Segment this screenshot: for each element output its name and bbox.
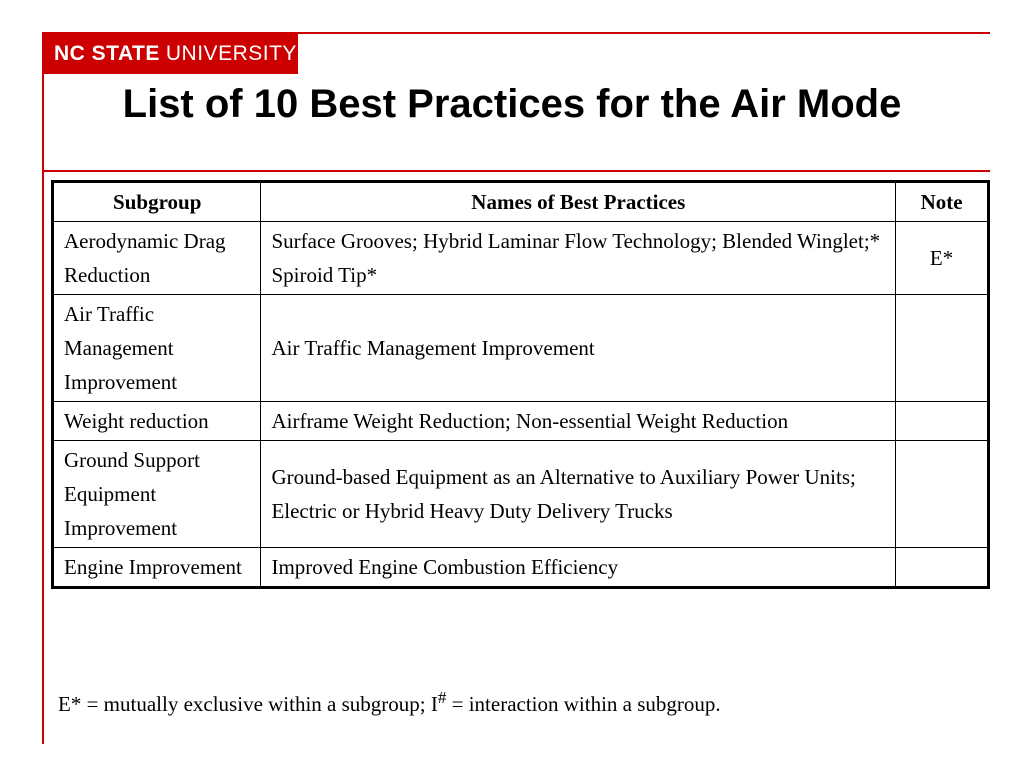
practices-cell: Improved Engine Combustion Efficiency (261, 548, 896, 588)
footnote-part2: = interaction within a subgroup. (446, 692, 721, 716)
subgroup-cell: Engine Improvement (53, 548, 261, 588)
note-cell (896, 441, 989, 548)
table-row (53, 222, 989, 295)
footnote (58, 688, 721, 717)
subgroup-cell: Air Traffic Management Improvement (53, 295, 261, 402)
note-cell (896, 295, 989, 402)
header-practices: Names of Best Practices (261, 182, 896, 222)
practices-cell: Air Traffic Management Improvement (261, 295, 896, 402)
practices-cell: Ground-based Equipment as an Alternative to Auxiliary Power Units; Electric or Hybrid Heavy Duty Delivery Trucks (261, 441, 896, 548)
footnote-superscript: # (437, 688, 447, 707)
subgroup-cell: Weight reduction (53, 402, 261, 441)
table-row (53, 441, 989, 548)
table-row (53, 402, 989, 441)
subgroup-cell: Ground Support Equipment Improvement (53, 441, 261, 548)
note-cell (896, 548, 989, 588)
footnote-part1: E* = mutually exclusive within a subgroup; I (58, 692, 438, 716)
best-practices-table (51, 180, 990, 589)
table-row (53, 548, 989, 588)
table-header-row (53, 182, 989, 222)
note-cell: E* (896, 222, 989, 295)
practices-cell: Surface Grooves; Hybrid Laminar Flow Technology; Blended Winglet;* Spiroid Tip* (261, 222, 896, 295)
ncsu-logo (42, 34, 298, 74)
slide-title: List of 10 Best Practices for the Air Mode (122, 82, 902, 126)
practices-cell: Airframe Weight Reduction; Non-essential Weight Reduction (261, 402, 896, 441)
logo-regular-text: UNIVERSITY (165, 42, 297, 65)
logo-bold-text: NC STATE (54, 42, 160, 65)
subgroup-cell: Aerodynamic Drag Reduction (53, 222, 261, 295)
left-frame-line (42, 32, 44, 744)
header-note: Note (896, 182, 989, 222)
note-cell (896, 402, 989, 441)
table-row (53, 295, 989, 402)
header-subgroup: Subgroup (53, 182, 261, 222)
title-divider (42, 170, 990, 172)
